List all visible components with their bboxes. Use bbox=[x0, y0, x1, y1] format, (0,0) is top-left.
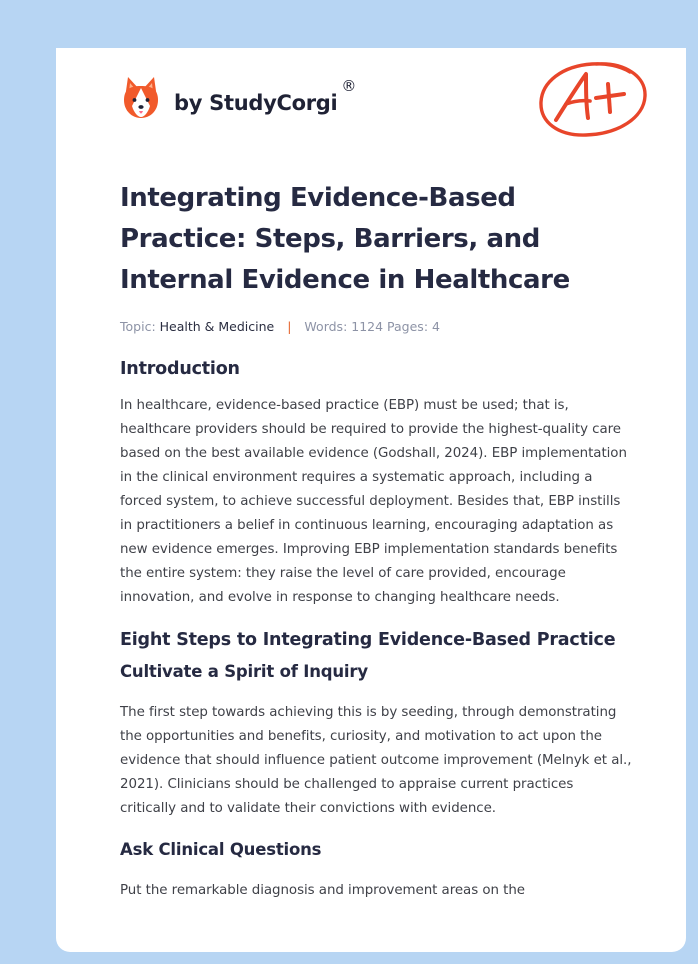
section-heading-introduction: Introduction bbox=[120, 359, 240, 379]
topic-label: Topic: bbox=[120, 319, 156, 334]
corgi-icon bbox=[122, 76, 160, 120]
brand-name: by StudyCorgi bbox=[174, 91, 338, 115]
page-count: Pages: 4 bbox=[387, 319, 440, 334]
grade-stamp-icon bbox=[536, 58, 650, 140]
topic-link[interactable]: Health & Medicine bbox=[159, 319, 275, 334]
section-heading-eight-steps: Eight Steps to Integrating Evidence-Based Practice bbox=[120, 630, 616, 650]
subheading-ask-clinical-questions: Ask Clinical Questions bbox=[120, 840, 322, 859]
registered-mark: ® bbox=[341, 77, 357, 95]
essay-meta bbox=[120, 319, 632, 334]
brand-header[interactable] bbox=[122, 76, 356, 120]
paragraph-cultivate-inquiry: The first step towards achieving this is by seeding, through demonstrating the opportunities and benefits, curiosity, and motivation to act upon the evidence that should influence patient outcome improvement (Melnyk et al., 2021). Clinicians should be challenged to appraise current practices critically and to validate their convictions with evidence. bbox=[120, 705, 632, 816]
essay-title: Integrating Evidence-Based Practice: Steps, Barriers, and Internal Evidence in Healthcare bbox=[120, 183, 570, 295]
paragraph-ask-clinical-questions: Put the remarkable diagnosis and improvement areas on the bbox=[120, 883, 525, 898]
essay-content bbox=[120, 178, 632, 903]
word-count: Words: 1124 bbox=[304, 319, 384, 334]
subheading-cultivate-inquiry: Cultivate a Spirit of Inquiry bbox=[120, 662, 368, 681]
document-page bbox=[56, 48, 686, 952]
meta-separator: | bbox=[287, 319, 292, 334]
paragraph-introduction: In healthcare, evidence-based practice (EBP) must be used; that is, healthcare providers should be required to provide the highest-quality care based on the best available evidence (Godshall, 2024). EBP implementation in the clinical environment requires a systematic approach, including a forced system, to achieve successful deployment. Besides that, EBP instills in practitioners a belief in continuous learning, encouraging adaptation as new evidence emerges. Improving EBP implementation standards benefits the entire system: they raise the level of care provided, encourage innovation, and evolve in response to changing healthcare needs. bbox=[120, 398, 627, 605]
